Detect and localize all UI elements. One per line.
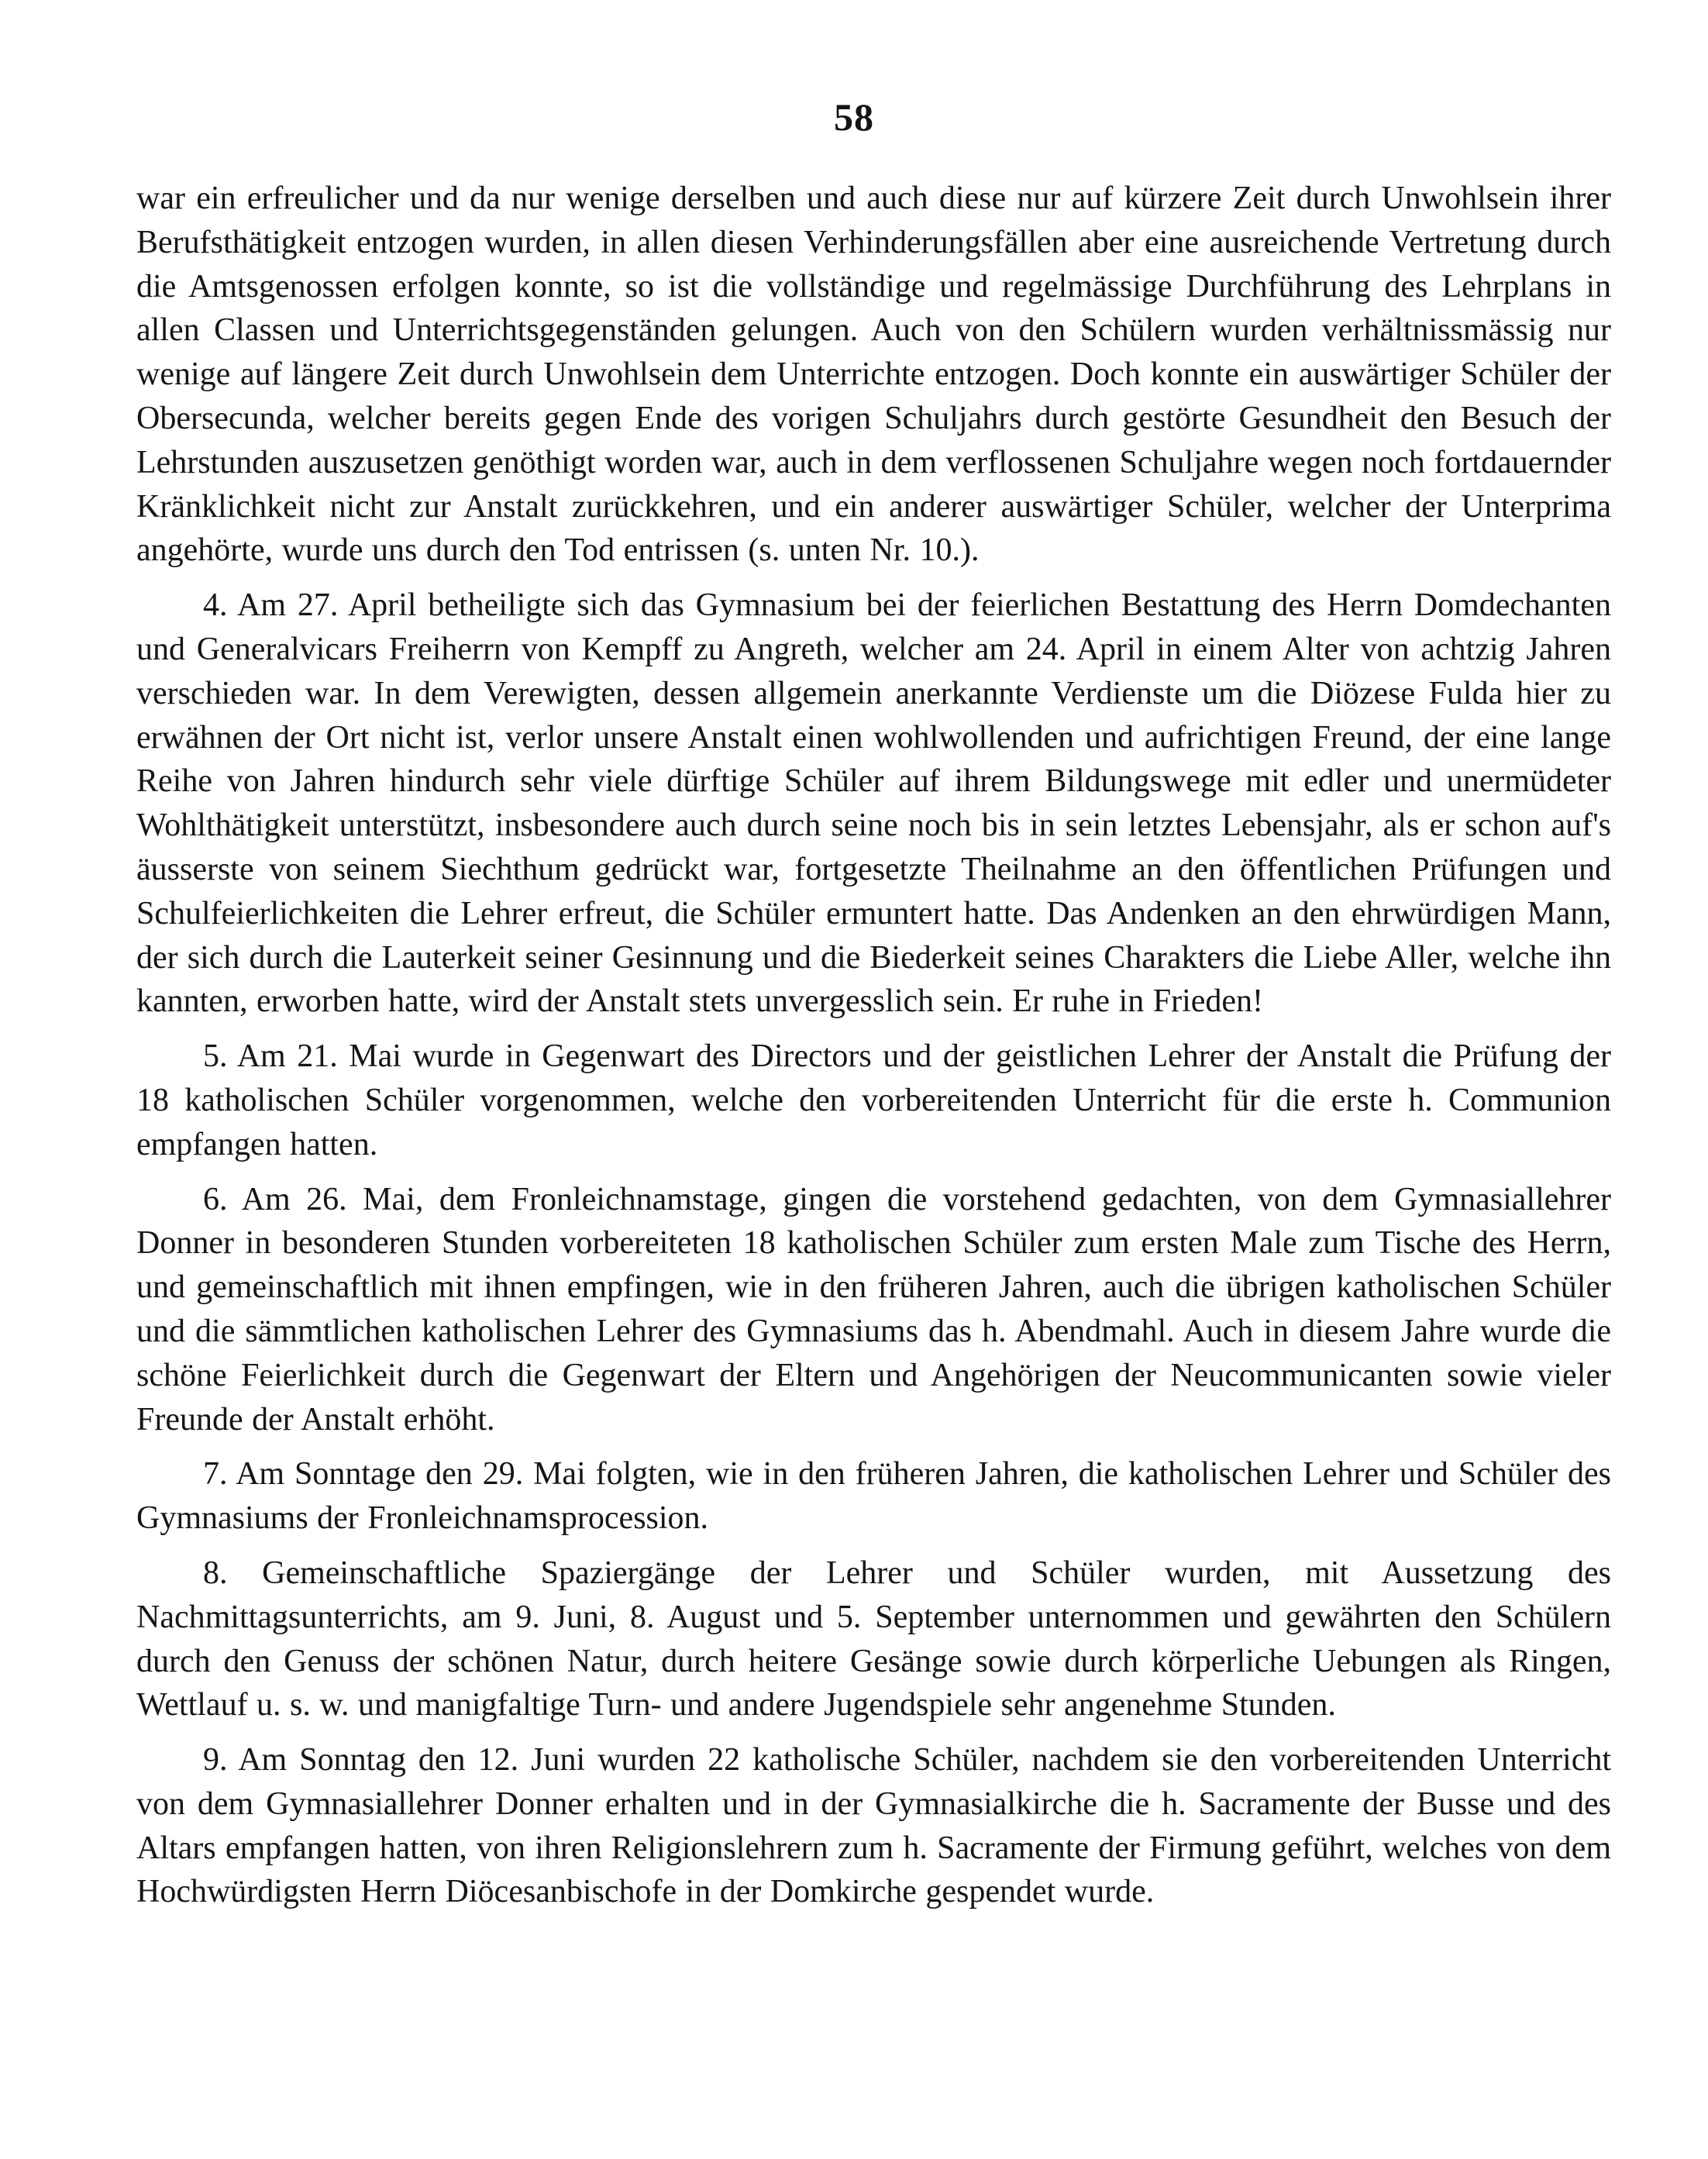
paragraph-5: 5. Am 21. Mai wurde in Gegenwart des Directors und der geistlichen Lehrer der Anstalt die Prüfung der 18 katholischen Schüler vorgenommen, welche den vorbereitenden Unterricht für die erste h. Communion empfangen hatten.: [136, 1038, 1611, 1162]
paragraph-continued: war ein erfreulicher und da nur wenige derselben und auch diese nur auf kürzere Zeit durch Unwohlsein ihrer Berufsthätigkeit entzogen wurden, in allen diesen Verhinderungsfällen aber eine ausreichende Vertretung durch die Amtsgenossen erfolgen konnte, so ist die vollständige und regelmässige Durchführung des Lehrplans in allen Classen und Unterrichtsgegenständen gelungen. Auch von den Schülern wurden verhältnissmässig nur wenige auf längere Zeit durch Unwohlsein dem Unterrichte entzogen. Doch konnte ein auswärtiger Schüler der Obersecunda, welcher bereits gegen Ende des vorigen Schuljahrs durch gestörte Gesundheit den Besuch der Lehrstunden auszusetzen genöthigt worden war, auch in dem verflossenen Schuljahre wegen noch fortdauernder Kränklichkeit nicht zur Anstalt zurückkehren, und ein anderer auswärtiger Schüler, welcher der Unterprima angehörte, wurde uns durch den Tod entrissen (s. unten Nr. 10.).: [136, 181, 1611, 569]
paragraph-6: 6. Am 26. Mai, dem Fronleichnamstage, gingen die vorstehend gedachten, von dem Gymnasiallehrer Donner in besonderen Stunden vorbereiteten 18 katholischen Schüler zum ersten Male zum Tische des Herrn, und gemeinschaftlich mit ihnen empfingen, wie in den früheren Jahren, auch die übrigen katholischen Schüler und die sämmtlichen katholischen Lehrer des Gymnasiums das h. Abendmahl. Auch in diesem Jahre wurde die schöne Feierlichkeit durch die Gegenwart der Eltern und Angehörigen der Neucommunicanten sowie vieler Freunde der Anstalt erhöht.: [136, 1181, 1611, 1438]
paragraph-9: 9. Am Sonntag den 12. Juni wurden 22 katholische Schüler, nachdem sie den vorbereitenden Unterricht von dem Gymnasiallehrer Donner erhalten und in der Gymnasialkirche die h. Sacramente der Busse und des Altars empfangen hatten, von ihren Religionslehrern zum h. Sacramente der Firmung geführt, welches von dem Hochwürdigsten Herrn Diöcesanbischofe in der Domkirche gespendet wurde.: [136, 1742, 1611, 1910]
paragraph-8: 8. Gemeinschaftliche Spaziergänge der Lehrer und Schüler wurden, mit Aussetzung des Nachmittagsunterrichts, am 9. Juni, 8. August und 5. September unternommen und gewährten den Schülern durch den Genuss der schönen Natur, durch heitere Gesänge sowie durch körperliche Uebungen als Ringen, Wettlauf u. s. w. und manigfaltige Turn- und andere Jugendspiele sehr angenehme Stunden.: [136, 1555, 1611, 1723]
page-number: 58: [834, 95, 874, 139]
paragraph-4: 4. Am 27. April betheiligte sich das Gymnasium bei der feierlichen Bestattung des Herrn Domdechanten und Generalvicars Freiherrn von Kempff zu Angreth, welcher am 24. April in einem Alter von achtzig Jahren verschieden war. In dem Verewigten, dessen allgemein anerkannte Verdienste um die Diözese Fulda hier zu erwähnen der Ort nicht ist, verlor unsere Anstalt einen wohlwollenden und aufrichtigen Freund, der eine lange Reihe von Jahren hindurch sehr viele dürftige Schüler auf ihrem Bildungswege mit edler und unermüdeter Wohlthätigkeit unterstützt, insbesondere auch durch seine noch bis in sein letztes Lebensjahr, als er schon auf's äusserste von seinem Siechthum gedrückt war, fortgesetzte Theilnahme an den öffentlichen Prüfungen und Schulfeierlichkeiten die Lehrer erfreut, die Schüler ermuntert hatte. Das Andenken an den ehrwürdigen Mann, der sich durch die Lauterkeit seiner Gesinnung und die Biederkeit seines Charakters die Liebe Aller, welche ihn kannten, erworben hatte, wird der Anstalt stets unvergesslich sein. Er ruhe in Frieden!: [136, 587, 1611, 1020]
body-text: [136, 177, 1611, 1914]
paragraph-7: 7. Am Sonntage den 29. Mai folgten, wie in den früheren Jahren, die katholischen Lehrer und Schüler des Gymnasiums der Fronleichnamsprocession.: [136, 1456, 1611, 1537]
